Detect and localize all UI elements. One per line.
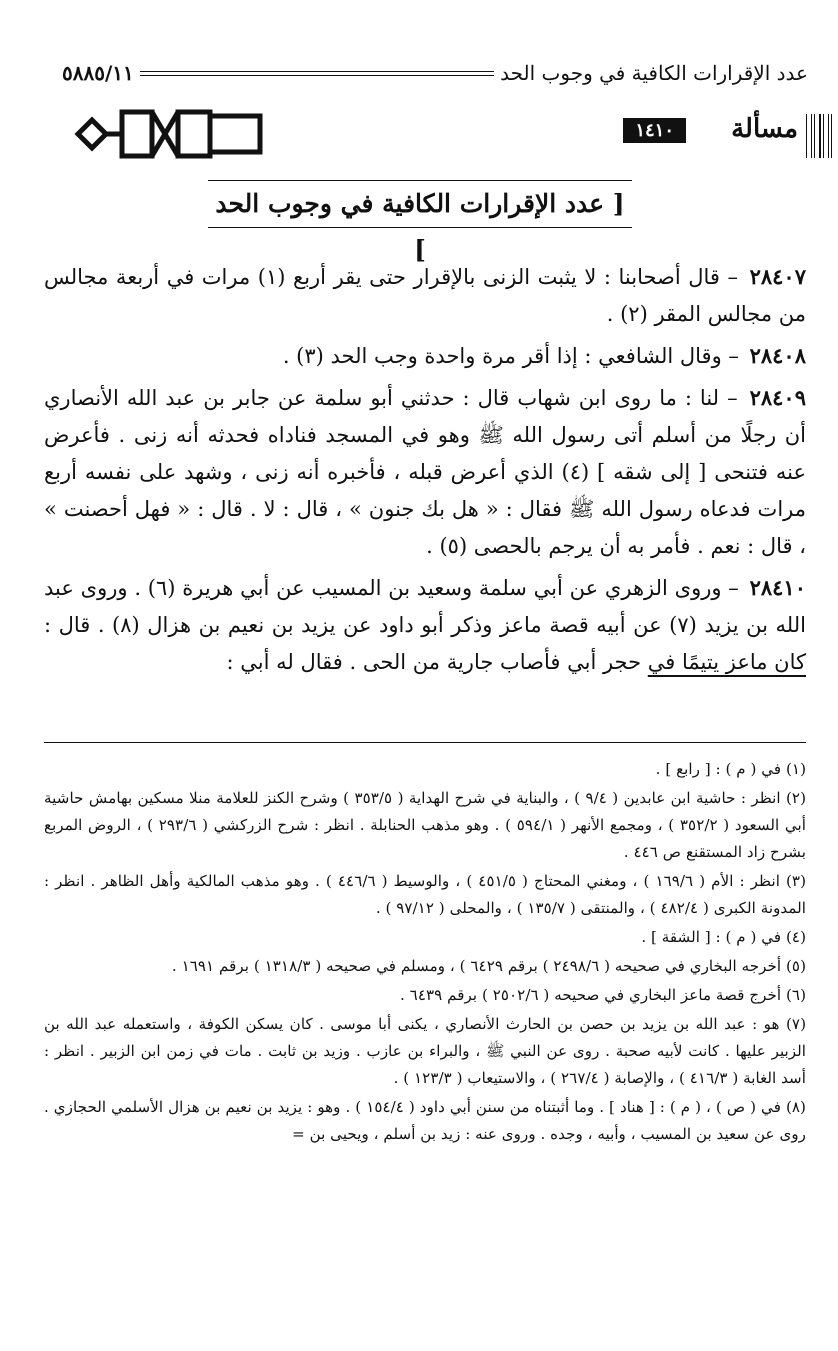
running-header xyxy=(62,58,808,88)
footnotes xyxy=(44,756,806,1150)
running-header-page-ref: ٥٨٨٥/١١ xyxy=(62,61,134,85)
paragraph-number: ٢٨٤٠٨ xyxy=(749,343,806,368)
footnote-divider xyxy=(44,742,806,743)
footnote: (١) في ( م ) : [ رابع ] . xyxy=(655,760,806,778)
header-rule xyxy=(140,71,494,76)
footnote: (٣) انظر : الأم ( ١٦٩/٦ ) ، ومغني المحتاج ( ٤٥١/٥ ) ، والوسيط ( ٤٤٦/٦ ) . وهو مذهب المالكية وأهل الظاهر . انظر : المدونة الكبرى ( ٤٨٢/٤ ) ، والمنتقى ( ١٣٥/٧ ) ، والمحلى ( ٩٧/١٢ ) . xyxy=(44,872,806,917)
masala-label: مسألة xyxy=(731,114,798,144)
paragraph-text: – لنا : ما روى ابن شهاب قال : حدثني أبو سلمة عن جابر بن عبد الله الأنصاري أن رجلًا من أسلم أتى رسول الله ﷺ وهو في المسجد فناداه فحدثه أنه زنى . فأعرض عنه فتنحى [ إلى شقه ] (٤) الذي أعرض قبله ، فأخبره أنه زنى ، وشهد على نفسه أربع مرات فدعاه رسول الله ﷺ فقال : « هل بك جنون » ، قال : لا . قال : « فهل أحصنت » ، قال : نعم . فأمر به أن يرجم بالحصى (٥) . xyxy=(44,386,806,558)
footnote: (٢) انظر : حاشية ابن عابدين ( ٩/٤ ) ، والبناية في شرح الهداية ( ٣٥٣/٥ ) وشرح الكنز للعلامة منلا مسكين بهامش حاشية أبي السعود ( ٣٥٢/٢ ) ، ومجمع الأنهر ( ٥٩٤/١ ) . وهو مذهب الحنابلة . انظر : شرح الزركشي ( ٢٩٣/٦ ) ، الروض المربع بشرح زاد المستقنع ص ٤٤٦ . xyxy=(44,789,807,861)
paragraph xyxy=(44,258,806,333)
underlined-phrase: كان ماعز يتيمًا في xyxy=(647,650,806,674)
paragraph-text: – وروى الزهري عن أبي سلمة وسعيد بن المسيب عن أبي هريرة (٦) . وروى عبد الله بن يزيد (٧) عن أبيه قصة ماعز وذكر أبو داود عن يزيد بن نعيم بن هزال (٨) . قال : xyxy=(44,576,806,637)
paragraph-number: ٢٨٤٠٩ xyxy=(749,385,806,410)
main-text xyxy=(44,258,806,681)
masala-band xyxy=(30,104,838,164)
running-header-title: عدد الإقرارات الكافية في وجوب الحد xyxy=(500,61,808,85)
geometric-ornament-icon xyxy=(60,104,270,164)
footnote: (٨) في ( ص ) ، ( م ) : [ هناد ] . وما أثبتناه من سنن أبي داود ( ١٥٤/٤ ) . وهو : يزيد بن نعيم بن هزال الأسلمي الحجازي . روى عن سعيد بن المسيب ، وأبيه ، وجده . وروى عنه : زيد بن أسلم ، ويحيى بن = xyxy=(44,1098,806,1143)
footnote: (٧) هو : عبد الله بن يزيد بن حصن بن الحارث الأنصاري ، يكنى أبا موسى . كان يسكن الكوفة ، واستعمله عبد الله بن الزبير عليها . كانت لأبيه صحبة . روى عن النبي ﷺ ، والبراء بن عازب . وزيد بن ثابت . مات في زمن ابن الزبير . انظر : أسد الغابة ( ٤١٦/٣ ) ، والإصابة ( ٢٦٧/٤ ) ، والاستيعاب ( ١٢٣/٣ ) . xyxy=(44,1015,806,1087)
footnote: (٤) في ( م ) : [ الشقة ] . xyxy=(641,928,806,946)
paragraph-text: – قال أصحابنا : لا يثبت الزنى بالإقرار حتى يقر أربع (١) مرات في أربعة مجالس من مجالس المقر (٢) . xyxy=(44,265,806,326)
paragraph-number: ٢٨٤٠٧ xyxy=(749,264,806,289)
masala-number: ١٤١٠ xyxy=(623,118,686,143)
footnote: (٦) أخرج قصة ماعز البخاري في صحيحه ( ٢٥٠٢/٦ ) برقم ٦٤٣٩ . xyxy=(400,986,806,1004)
paragraph-tail: حجر أبي فأصاب جارية من الحى . فقال له أبي : xyxy=(226,650,642,674)
paragraph xyxy=(44,569,806,681)
paragraph-text: – وقال الشافعي : إذا أقر مرة واحدة وجب الحد (٣) . xyxy=(282,344,739,368)
paragraph xyxy=(44,379,806,565)
footnote: (٥) أخرجه البخاري في صحيحه ( ٢٤٩٨/٦ ) برقم ٦٤٢٩ ) ، ومسلم في صحيحه ( ١٣١٨/٣ ) برقم ١٦٩١ . xyxy=(171,957,806,975)
vertical-bars-ornament xyxy=(806,114,834,158)
paragraph xyxy=(44,337,806,375)
paragraph-number: ٢٨٤١٠ xyxy=(749,575,806,600)
chapter-title: [ عدد الإقرارات الكافية في وجوب الحد ] xyxy=(208,180,632,228)
